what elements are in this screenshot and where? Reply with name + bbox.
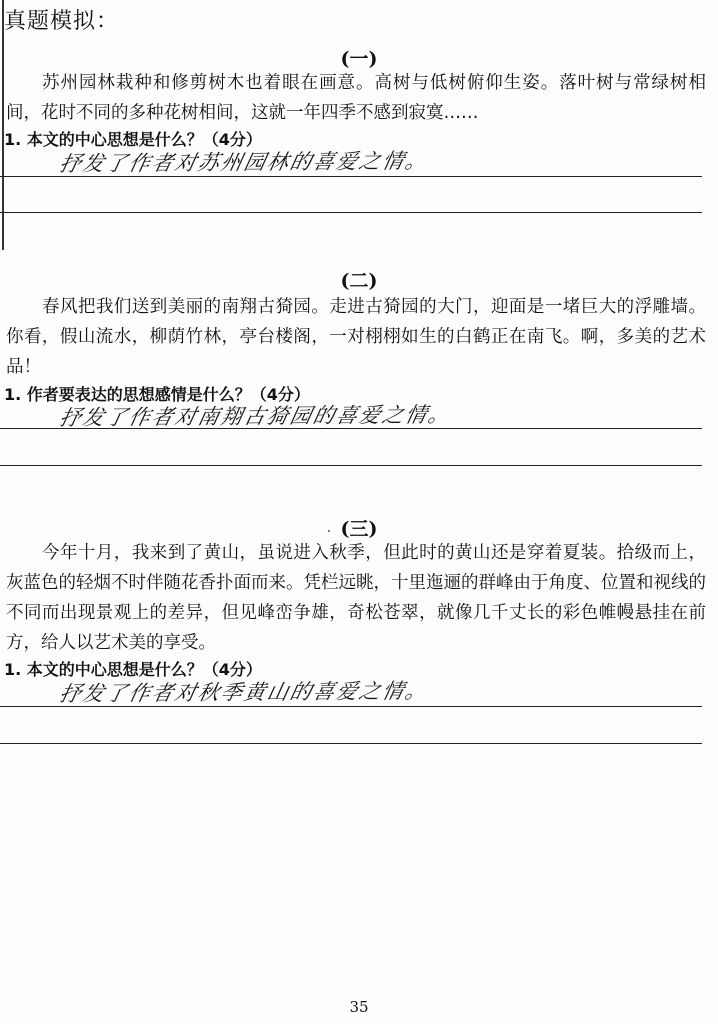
handwritten-answer: 抒发了作者对南翔古猗园的喜爱之情。 bbox=[57, 402, 454, 430]
answer-line bbox=[0, 428, 702, 429]
answer-line bbox=[0, 176, 702, 177]
passage-text: 今年十月，我来到了黄山，虽说进入秋季，但此时的黄山还是穿着夏装。拾级而上，灰蓝色的轻烟不时伴随花香扑面而来。凭栏远眺，十里迤逦的群峰由于角度、位置和视线的不同而出现景观上的差异，但见峰峦争雄，奇松苍翠，就像几千丈长的彩色帷幔悬挂在前方，给人以艺术美的享受。 bbox=[6, 543, 706, 653]
section-label: (三) bbox=[340, 518, 378, 540]
page-number: 35 bbox=[349, 998, 369, 1016]
section-label: (二) bbox=[340, 270, 378, 292]
handwritten-answer: 抒发了作者对秋季黄山的喜爱之情。 bbox=[57, 678, 431, 706]
handwritten-answer: 抒发了作者对苏州园林的喜爱之情。 bbox=[57, 148, 431, 176]
question-text: 1. 本文的中心思想是什么？（4分） bbox=[4, 130, 262, 149]
answer-line bbox=[0, 212, 702, 213]
answer-line bbox=[0, 465, 702, 466]
question-text: 1. 作者要表达的思想感情是什么？（4分） bbox=[4, 385, 310, 404]
answer-line bbox=[0, 706, 702, 707]
question-text: 1. 本文的中心思想是什么？（4分） bbox=[4, 660, 262, 679]
answer-line bbox=[0, 743, 702, 744]
section-label: (一) bbox=[340, 48, 378, 70]
passage-text: 春风把我们送到美丽的南翔古猗园。走进古猗园的大门，迎面是一堵巨大的浮雕墙。你看，假山流水，柳荫竹林，亭台楼阁，一对栩栩如生的白鹤正在南飞。啊，多美的艺术品！ bbox=[6, 297, 706, 377]
passage-text: 苏州园林栽种和修剪树木也着眼在画意。高树与低树俯仰生姿。落叶树与常绿树相间，花时不同的多种花树相间，这就一年四季不感到寂寞…… bbox=[6, 73, 706, 123]
page-heading: 真题模拟： bbox=[4, 9, 120, 34]
